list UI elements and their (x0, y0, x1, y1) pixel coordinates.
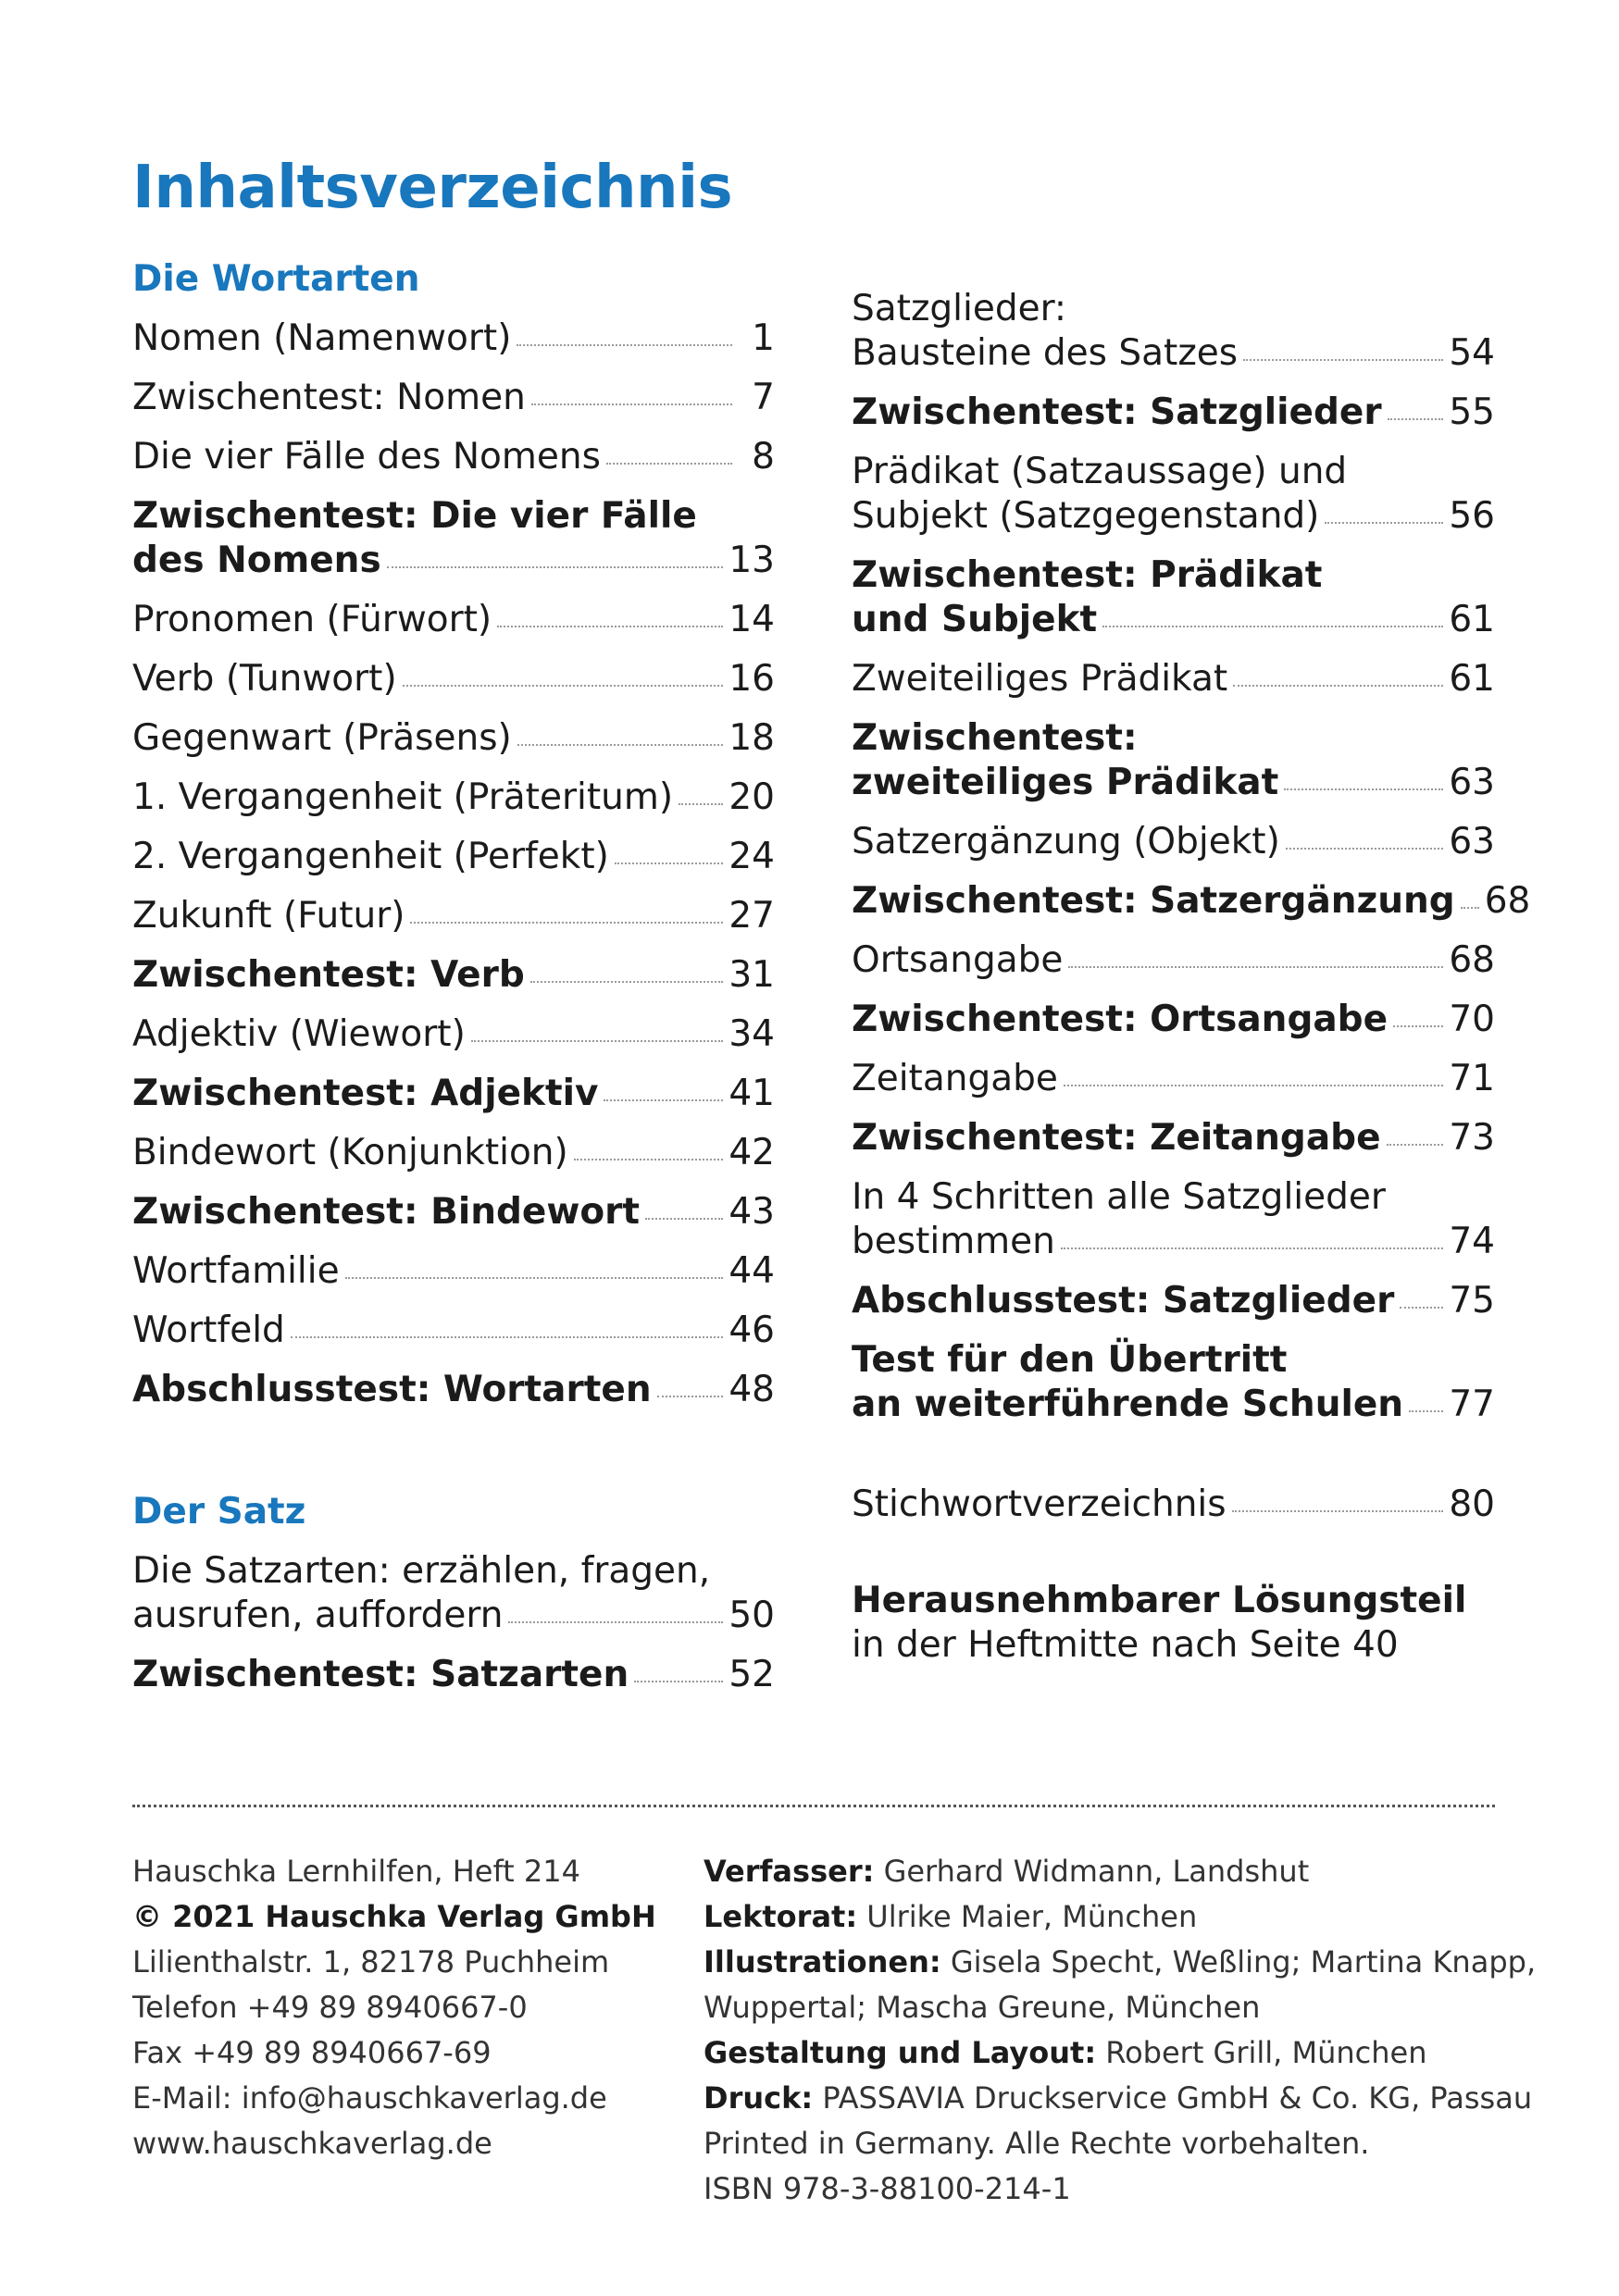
section-heading-wortarten: Die Wortarten (132, 258, 420, 300)
toc-page-number: 34 (729, 1013, 775, 1055)
toc-entry-title: Ortsangabe (852, 939, 1064, 981)
toc-entry[interactable] (132, 1005, 775, 1064)
toc-entry[interactable] (132, 309, 775, 368)
toc-entry-title: Nomen (Namenwort) (132, 317, 512, 359)
dot-leader (1068, 966, 1443, 968)
toc-entry-title: Zwischentest: Adjektiv (132, 1073, 599, 1114)
dot-leader (387, 566, 724, 568)
toc-entry-title: Zwischentest: Nomen (132, 377, 526, 418)
toc-entry-title: ausrufen, auffordern (132, 1595, 504, 1636)
toc-entry[interactable] (852, 1168, 1495, 1272)
toc-page-number: 55 (1449, 391, 1495, 433)
toc-page-number: 20 (729, 776, 775, 818)
dot-leader (508, 1621, 723, 1623)
dot-leader (1461, 907, 1479, 909)
toc-entry-title-line: Prädikat (Satzaussage) und (852, 451, 1348, 492)
series-line: Hauschka Lernhilfen, Heft 214 (132, 1854, 580, 1889)
toc-entry-title: Zwischentest: Verb (132, 954, 525, 996)
phone-line: Telefon +49 89 8940667-0 (132, 1990, 528, 2025)
solutions-text: in der Heftmitte nach Seite 40 (852, 1624, 1399, 1666)
toc-entry-title: Zwischentest: Satzarten (132, 1654, 629, 1695)
toc-page-number: 46 (729, 1309, 775, 1351)
credits-info (704, 1849, 1537, 2212)
toc-entry[interactable] (852, 250, 1495, 383)
toc-entry-title-line: Die Satzarten: erzählen, fragen, (132, 1550, 711, 1592)
toc-entry-title: Stichwortverzeichnis (852, 1483, 1227, 1525)
dot-leader (1393, 1025, 1443, 1027)
toc-page-number: 63 (1449, 762, 1495, 803)
toc-entry-title: des Nomens (132, 540, 381, 581)
dot-leader (1286, 848, 1444, 850)
dot-leader (530, 981, 724, 983)
toc-entry-title-line: Satzglieder: (852, 288, 1067, 329)
toc-page-number: 68 (1484, 880, 1531, 922)
toc-entry-title: Bausteine des Satzes (852, 332, 1239, 374)
toc-entry-title: Bindewort (Konjunktion) (132, 1132, 568, 1173)
toc-page-number: 14 (729, 599, 775, 640)
toc-entry[interactable] (852, 990, 1495, 1049)
toc-entry-title: Zwischentest: Satzergänzung (852, 880, 1455, 922)
toc-entry-title: Gegenwart (Präsens) (132, 717, 512, 759)
toc-entry-title: Wortfamilie (132, 1250, 340, 1292)
dot-leader (604, 1099, 723, 1101)
toc-page-number: 44 (729, 1250, 775, 1292)
toc-entry[interactable] (852, 709, 1495, 813)
toc-entry[interactable] (132, 827, 775, 887)
dot-leader (497, 626, 723, 627)
dot-leader (1400, 1307, 1443, 1309)
toc-entry[interactable] (132, 650, 775, 709)
dot-leader (645, 1218, 723, 1220)
toc-page-number: 54 (1449, 332, 1495, 374)
toc-entry[interactable] (132, 1645, 775, 1705)
illustrations-line-2: Wuppertal; Mascha Greune, München (704, 1990, 1261, 2025)
copyright-line: © 2021 Hauschka Verlag GmbH (132, 1899, 656, 1934)
toc-entry-title: Wortfeld (132, 1309, 285, 1351)
toc-page-number: 71 (1449, 1058, 1495, 1099)
toc-page-number: 8 (752, 436, 775, 478)
rights-line: Printed in Germany. Alle Rechte vorbehalten. (704, 2126, 1370, 2161)
toc-page-number: 42 (729, 1132, 775, 1173)
toc-entry-title-line: Zwischentest: Prädikat (852, 554, 1323, 596)
toc-entry[interactable] (132, 768, 775, 827)
toc-entry[interactable] (132, 887, 775, 946)
toc-entry-title-line: Zwischentest: Die vier Fälle (132, 495, 697, 537)
toc-entry[interactable] (132, 487, 775, 590)
toc-entry[interactable] (132, 1183, 775, 1242)
toc-entry[interactable] (132, 1360, 775, 1420)
dot-leader (1061, 1247, 1443, 1249)
toc-page-number: 75 (1449, 1280, 1495, 1322)
toc-page-number: 73 (1449, 1117, 1495, 1159)
toc-entry[interactable] (852, 1272, 1495, 1331)
toc-page-number: 50 (729, 1595, 775, 1636)
toc-page-number: 13 (729, 540, 775, 581)
toc-entry[interactable] (132, 1542, 775, 1645)
toc-page-number: 61 (1449, 658, 1495, 700)
toc-entry[interactable] (132, 1064, 775, 1123)
toc-entry-title: Zeitangabe (852, 1058, 1058, 1099)
dot-leader (634, 1681, 723, 1682)
dot-leader (606, 463, 732, 465)
toc-entry-title: Satzergänzung (Objekt) (852, 821, 1280, 863)
fax-line: Fax +49 89 8940667-69 (132, 2035, 492, 2070)
toc-entry[interactable] (132, 946, 775, 1005)
dot-leader (1284, 788, 1443, 790)
toc-page-number: 61 (1449, 599, 1495, 640)
toc-page-number: 16 (729, 658, 775, 700)
solutions-note (852, 1579, 1495, 1668)
editing-line: Lektorat: Ulrike Maier, München (704, 1899, 1198, 1934)
toc-entry-title: 2. Vergangenheit (Perfekt) (132, 836, 609, 877)
toc-entry-title: Zwischentest: Zeitangabe (852, 1117, 1381, 1159)
toc-entry-title-line: In 4 Schritten alle Satzglieder (852, 1176, 1386, 1218)
toc-entry[interactable] (852, 1331, 1495, 1434)
toc-entry[interactable] (852, 546, 1495, 650)
toc-entry-title: Adjektiv (Wiewort) (132, 1013, 466, 1055)
dot-leader (471, 1040, 724, 1042)
toc-entry[interactable] (852, 813, 1495, 872)
toc-list-wortarten (132, 309, 775, 1420)
toc-entry-title: und Subjekt (852, 599, 1098, 640)
toc-entry[interactable] (852, 383, 1495, 442)
toc-entry[interactable] (852, 1049, 1495, 1109)
toc-entry[interactable] (132, 709, 775, 768)
toc-entry[interactable] (132, 1242, 775, 1301)
toc-page-number: 1 (752, 317, 775, 359)
dot-leader (1232, 1510, 1444, 1512)
toc-entry[interactable] (852, 1109, 1495, 1168)
dot-leader (1325, 522, 1443, 524)
toc-entry-title-line: Test für den Übertritt (852, 1339, 1288, 1381)
toc-entry[interactable] (132, 368, 775, 428)
website-link[interactable]: www.hauschkaverlag.de (132, 2126, 492, 2161)
toc-entry[interactable] (852, 650, 1495, 709)
toc-entry-title: Die vier Fälle des Nomens (132, 436, 601, 478)
toc-entry[interactable] (132, 1123, 775, 1183)
toc-page-number: 63 (1449, 821, 1495, 863)
toc-page-number: 18 (729, 717, 775, 759)
toc-page-number: 27 (729, 895, 775, 937)
toc-entry-title: an weiterführende Schulen (852, 1384, 1404, 1425)
dot-leader (517, 344, 732, 346)
toc-entry-title: Pronomen (Fürwort) (132, 599, 492, 640)
toc-entry[interactable] (852, 872, 1531, 931)
toc-entry[interactable] (132, 428, 775, 487)
page-title: Inhaltsverzeichnis (132, 154, 733, 222)
toc-entry-title: Zukunft (Futur) (132, 895, 405, 937)
toc-page-number: 74 (1449, 1221, 1495, 1262)
dot-leader (1243, 359, 1443, 361)
author-line: Verfasser: Gerhard Widmann, Landshut (704, 1854, 1310, 1889)
solutions-title: Herausnehmbarer Lösungsteil (852, 1580, 1467, 1621)
toc-page-number: 80 (1449, 1483, 1495, 1525)
toc-entry[interactable] (132, 590, 775, 650)
dot-leader (403, 685, 724, 687)
dot-leader (531, 403, 732, 405)
toc-entry-title-line: Zwischentest: (852, 717, 1138, 759)
dot-leader (1233, 685, 1443, 687)
print-line: Druck: PASSAVIA Druckservice GmbH & Co. KG, Passau (704, 2080, 1533, 2116)
toc-entry-title: bestimmen (852, 1221, 1055, 1262)
dot-leader (1102, 626, 1443, 627)
toc-page-number: 31 (729, 954, 775, 996)
toc-entry[interactable] (132, 1301, 775, 1360)
toc-list-satz (132, 1542, 775, 1705)
toc-entry[interactable] (852, 931, 1495, 990)
dot-leader (1388, 418, 1444, 420)
address-line: Lilienthalstr. 1, 82178 Puchheim (132, 1944, 610, 1980)
toc-left-column (132, 250, 775, 1705)
toc-page-number: 43 (729, 1191, 775, 1233)
dot-leader (345, 1277, 724, 1279)
toc-page-number: 70 (1449, 999, 1495, 1040)
section-heading-satz: Der Satz (132, 1491, 306, 1533)
dot-leader (291, 1336, 724, 1338)
isbn-line: ISBN 978-3-88100-214-1 (704, 2171, 1071, 2206)
toc-entry-title: zweiteiliges Prädikat (852, 762, 1279, 803)
dot-leader (517, 744, 724, 746)
toc-page-number: 48 (729, 1369, 775, 1410)
toc-entry-title: Zwischentest: Ortsangabe (852, 999, 1389, 1040)
toc-entry[interactable] (852, 442, 1495, 546)
dot-leader (1409, 1410, 1443, 1412)
toc-page-number: 24 (729, 836, 775, 877)
dot-leader (615, 863, 723, 864)
dot-leader (1064, 1085, 1443, 1086)
toc-right-column (852, 250, 1531, 1668)
dot-leader (679, 803, 723, 805)
toc-list-index (852, 1475, 1495, 1534)
toc-entry-title: 1. Vergangenheit (Präteritum) (132, 776, 674, 818)
footer-divider (132, 1805, 1495, 1807)
toc-entry-title: Zwischentest: Bindewort (132, 1191, 641, 1233)
toc-entry-title: Zwischentest: Satzglieder (852, 391, 1382, 433)
dot-leader (657, 1396, 724, 1397)
dot-leader (574, 1159, 724, 1160)
publisher-info (132, 1849, 706, 2166)
toc-entry-title: Abschlusstest: Wortarten (132, 1369, 652, 1410)
toc-page-number: 41 (729, 1073, 775, 1114)
illustrations-line: Illustrationen: Gisela Specht, Weßling; Martina Knapp, (704, 1944, 1537, 1980)
toc-entry-title: Zweiteiliges Prädikat (852, 658, 1228, 700)
toc-page-number: 77 (1449, 1384, 1495, 1425)
toc-page-number: 68 (1449, 939, 1495, 981)
toc-entry-title: Subjekt (Satzgegenstand) (852, 495, 1320, 537)
toc-entry-title: Abschlusstest: Satzglieder (852, 1280, 1395, 1322)
toc-list-satzglieder (852, 250, 1531, 1434)
design-line: Gestaltung und Layout: Robert Grill, München (704, 2035, 1427, 2070)
toc-page-number: 52 (729, 1654, 775, 1695)
dot-leader (410, 922, 723, 924)
toc-page-number: 56 (1449, 495, 1495, 537)
toc-entry[interactable] (852, 1475, 1495, 1534)
toc-page-number: 7 (752, 377, 775, 418)
toc-entry-title: Verb (Tunwort) (132, 658, 397, 700)
email-line[interactable]: E-Mail: info@hauschkaverlag.de (132, 2080, 607, 2116)
dot-leader (1387, 1144, 1444, 1146)
